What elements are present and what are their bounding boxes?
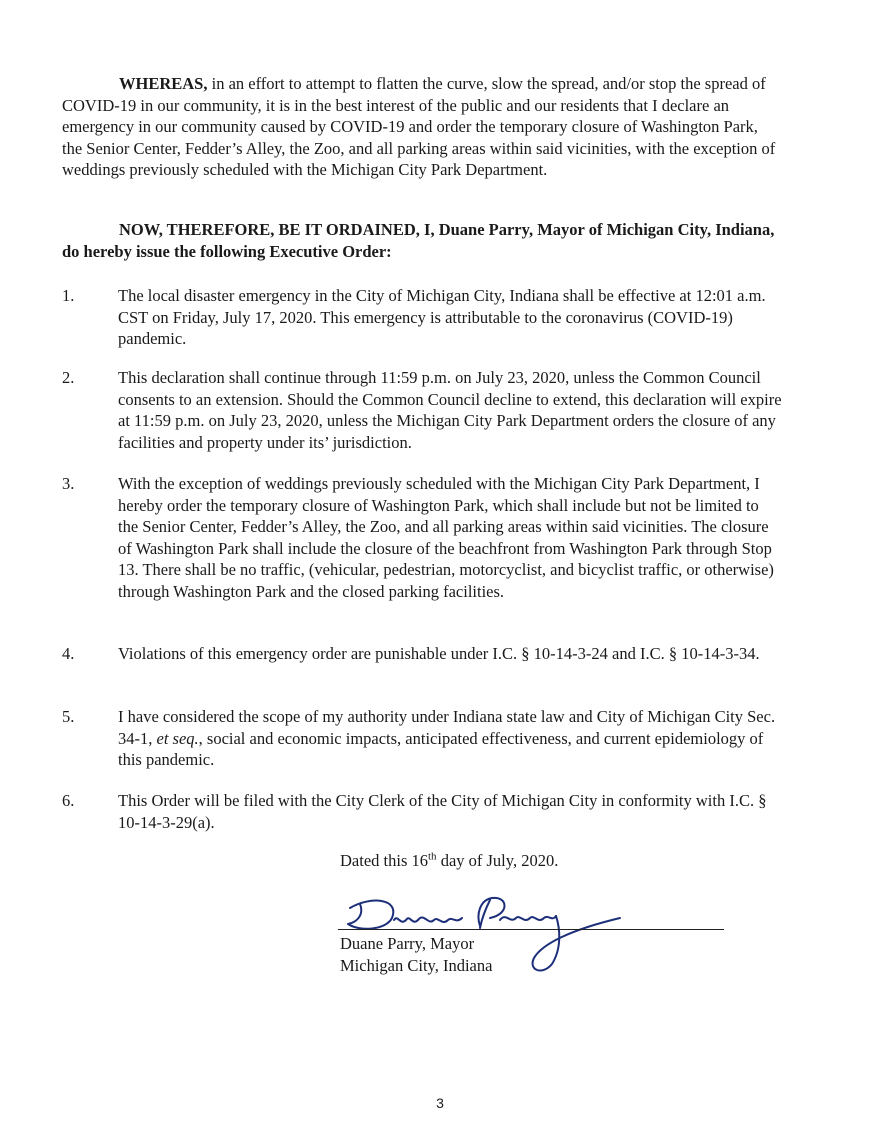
item-text: [118, 706, 782, 771]
item-number: 2.: [62, 368, 75, 387]
item-text: This Order will be filed with the City Clerk of the City of Michigan City in conformity with I.C. § 10-14-3-29(a).: [118, 791, 767, 832]
item-text-italic: et seq.: [156, 728, 199, 748]
item-text: This declaration shall continue through 11:59 p.m. on July 23, 2020, unless the Common Council consents to an extension. Should the Common Council decline to extend, this declaration will expire at 11:59 p.m. on July 23, 2020, unless the Michigan City Park Department orders the closure of any facilities and property under its’ jurisdiction.: [118, 368, 782, 452]
item-number: 6.: [62, 791, 75, 810]
ordained-paragraph: [62, 219, 780, 262]
item-text: The local disaster emergency in the City of Michigan City, Indiana shall be effective at 12:01 a.m. CST on Friday, July 17, 2020. This emergency is attributable to the coronavirus (COVID-19) pandemic.: [118, 286, 766, 348]
whereas-text: in an effort to attempt to flatten the curve, slow the spread, and/or stop the spread of COVID-19 in our community, it is in the best interest of the public and our residents that I declare an emergency in our community caused by COVID-19 and order the temporary closure of Washington Park, the Senior Center, Fedder’s Alley, the Zoo, and all parking areas within said vicinities, with the exception of weddings previously scheduled with the Michigan City Park Department.: [62, 74, 776, 179]
item-text: With the exception of weddings previously scheduled with the Michigan City Park Department, I hereby order the temporary closure of Washington Park, which shall include but not be limited to the Senior Center, Fedder’s Alley, the Zoo, and all parking areas within said vicinities. The closure of Washington Park shall include the closure of the beachfront from Washington Park through Stop 13. There shall be no traffic, (vehicular, pedestrian, motorcyclist, and bicyclist traffic, or otherwise) through Washington Park and the closed parking facilities.: [118, 474, 774, 601]
page-number: 3: [436, 1095, 444, 1111]
whereas-lead: WHEREAS,: [119, 74, 208, 93]
item-text-part: , social and economic impacts, anticipated effectiveness, and current epidemiology of this pandemic.: [118, 728, 764, 769]
item-text: Violations of this emergency order are punishable under I.C. § 10-14-3-24 and I.C. § 10-14-3-34.: [118, 644, 760, 663]
item-number: 1.: [62, 286, 75, 305]
signature-line: [338, 929, 724, 930]
item-number: 3.: [62, 474, 75, 493]
dated-pre: Dated this 16: [340, 851, 428, 870]
signatory-city: Michigan City, Indiana: [340, 956, 493, 975]
signatory-name: Duane Parry, Mayor: [340, 934, 475, 953]
item-number: 5.: [62, 707, 75, 726]
dated-post: day of July, 2020.: [436, 851, 559, 870]
item-number: 4.: [62, 644, 75, 663]
ordained-text: NOW, THEREFORE, BE IT ORDAINED, I, Duane Parry, Mayor of Michigan City, Indiana, do hereby issue the following Executive Order:: [62, 220, 775, 261]
dated-line: [340, 850, 558, 872]
dated-sup: th: [428, 850, 437, 863]
item-text-part: I have considered the scope of my authority under Indiana state law and City of Michigan City Sec. 34-1,: [118, 707, 776, 748]
whereas-paragraph: [62, 73, 780, 181]
